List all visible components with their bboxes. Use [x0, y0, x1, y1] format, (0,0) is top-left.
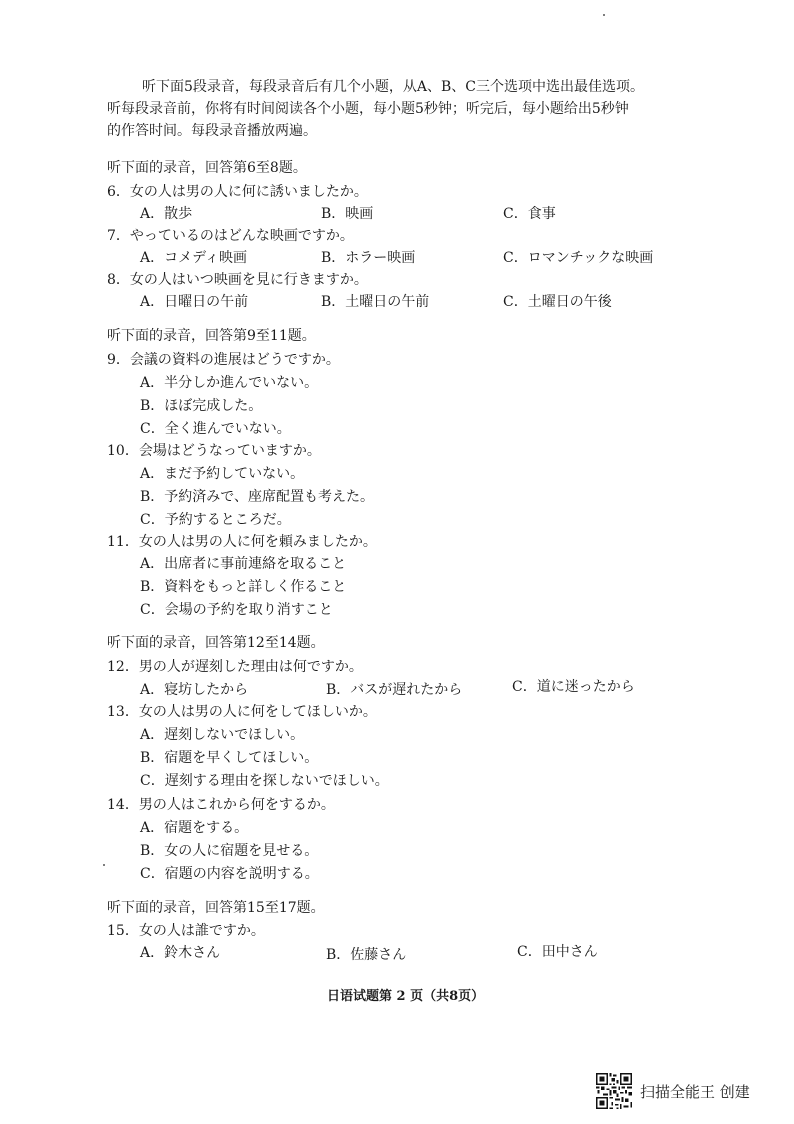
question-12: 12．男の人が遅刻した理由は何ですか。	[107, 659, 363, 675]
question-11: 11．女の人は男の人に何を頼みましたか。	[107, 534, 377, 550]
option-8a: A．日曜日の午前	[140, 294, 249, 310]
option-12a: A．寝坊したから	[140, 682, 249, 698]
instructions	[107, 76, 687, 142]
section-title: 听下面的录音，回答第12至14题。	[107, 635, 325, 651]
question-7: 7．やっているのはどんな映画ですか。	[107, 228, 354, 244]
option-12b: B．バスが遅れたから	[326, 682, 463, 698]
option-11a: A．出席者に事前連絡を取ること	[140, 556, 347, 572]
option-13c: C．遅刻する理由を探しないでほしい。	[140, 773, 389, 789]
option-6b: B．映画	[321, 206, 374, 222]
instruction-line: 听下面5段录音，每段录音后有几个小题，从A、B、C三个选项中选出最佳选项。	[142, 79, 645, 95]
section-title: 听下面的录音，回答第15至17题。	[107, 900, 325, 916]
option-10b: B．予約済みで、座席配置も考えた。	[140, 489, 375, 505]
option-14a: A．宿題をする。	[140, 820, 249, 836]
section-title: 听下面的录音，回答第9至11题。	[107, 328, 316, 344]
option-15c: C．田中さん	[517, 944, 598, 960]
option-7c: C．ロマンチックな映画	[503, 250, 654, 266]
question-10: 10．会場はどうなっていますか。	[107, 443, 321, 459]
page-footer: 日语试题第 2 页（共8页）	[327, 989, 485, 1004]
option-6c: C．食事	[503, 206, 556, 222]
qr-code-icon	[596, 1073, 632, 1109]
question-14: 14．男の人はこれから何をするか。	[107, 797, 335, 813]
option-9b: B．ほぼ完成した。	[140, 398, 263, 414]
scanner-brand-label: 扫描全能王 创建	[640, 1082, 750, 1101]
option-7b: B．ホラー映画	[321, 250, 416, 266]
question-6: 6．女の人は男の人に何に誘いましたか。	[107, 184, 368, 200]
question-13: 13．女の人は男の人に何をしてほしいか。	[107, 704, 377, 720]
option-8b: B．土曜日の午前	[321, 294, 430, 310]
option-12c: C．道に迷ったから	[512, 679, 635, 695]
question-15: 15．女の人は誰ですか。	[107, 923, 265, 939]
scan-speck	[603, 14, 605, 16]
question-9: 9．会議の資料の進展はどうですか。	[107, 352, 340, 368]
option-15b: B．佐藤さん	[326, 947, 407, 963]
option-8c: C．土曜日の午後	[503, 294, 612, 310]
scanner-watermark	[596, 1073, 750, 1109]
option-14c: C．宿題の内容を説明する。	[140, 866, 319, 882]
option-9c: C．全く進んでいない。	[140, 421, 291, 437]
option-13b: B．宿題を早くしてほしい。	[140, 750, 319, 766]
option-11b: B．資料をもっと詳しく作ること	[140, 579, 347, 595]
option-11c: C．会場の予約を取り消すこと	[140, 602, 333, 618]
option-9a: A．半分しか進んでいない。	[140, 375, 319, 391]
scan-speck	[103, 864, 105, 866]
option-15a: A．鈴木さん	[140, 945, 221, 961]
option-14b: B．女の人に宿題を見せる。	[140, 843, 319, 859]
question-8: 8．女の人はいつ映画を見に行きますか。	[107, 272, 368, 288]
option-13a: A．遅刻しないでほしい。	[140, 727, 305, 743]
option-7a: A．コメディ映画	[140, 250, 247, 266]
option-10c: C．予約するところだ。	[140, 512, 291, 528]
section-title: 听下面的录音，回答第6至8题。	[107, 160, 307, 176]
instruction-line: 的作答时间。每段录音播放两遍。	[107, 123, 317, 139]
instruction-line: 听每段录音前，你将有时间阅读各个小题，每小题5秒钟；听完后，每小题给出5秒钟	[107, 101, 629, 117]
option-10a: A．まだ予約していない。	[140, 466, 305, 482]
option-6a: A．散歩	[140, 206, 193, 222]
